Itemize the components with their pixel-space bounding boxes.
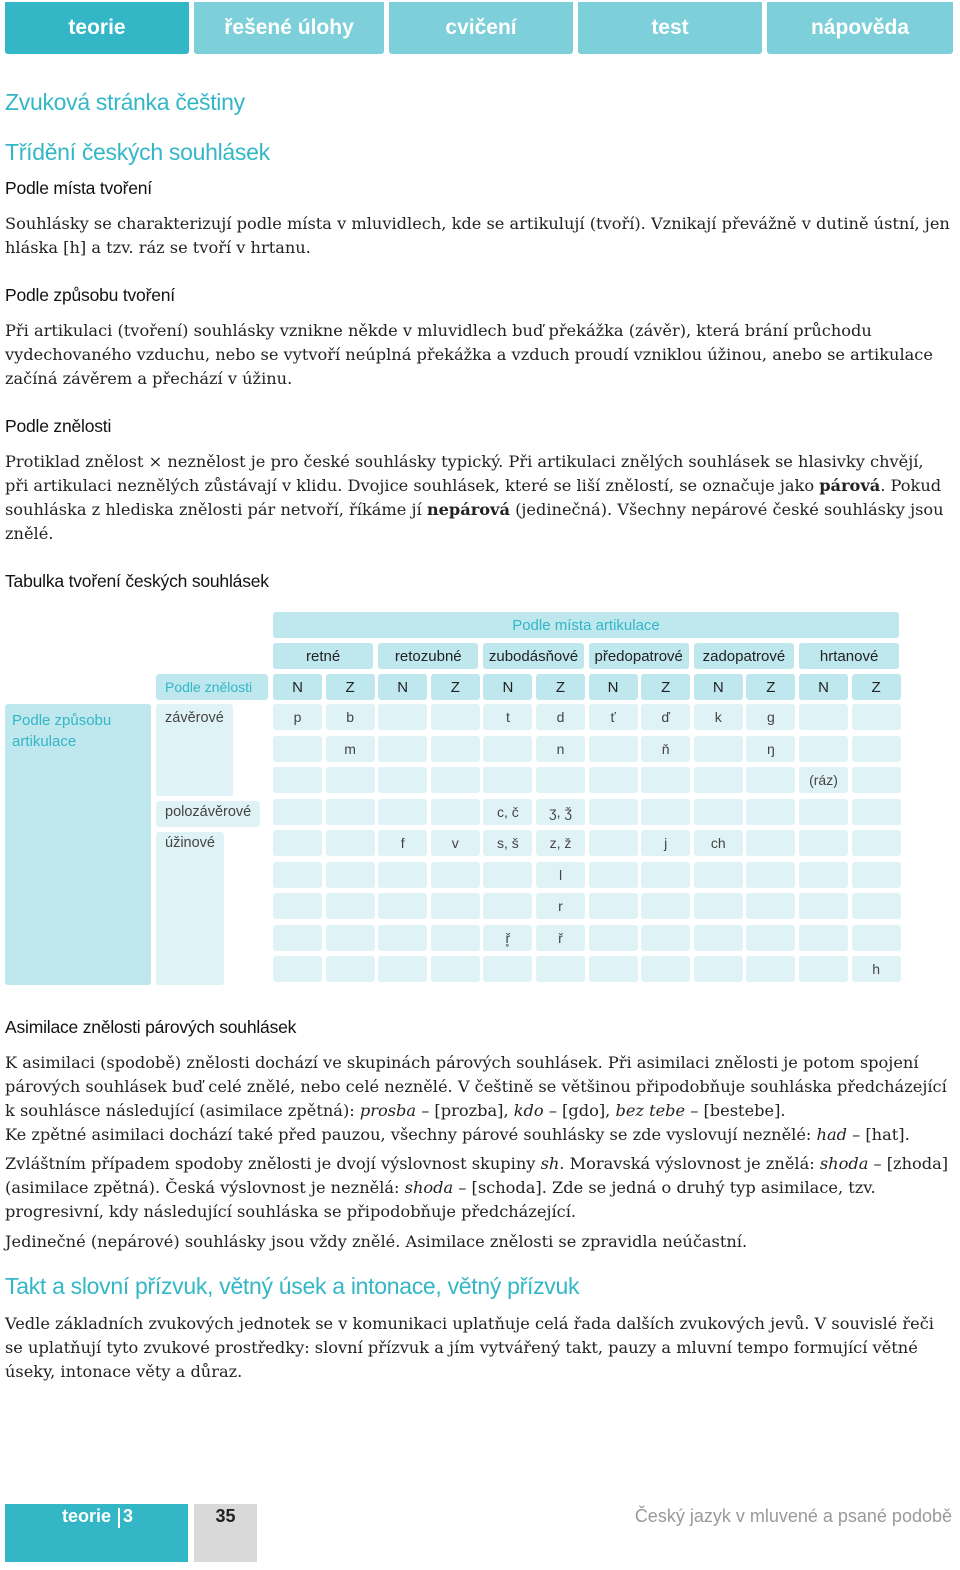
paragraph-asimilace-4: Jedinečné (nepárové) souhlásky jsou vždy znělé. Asimilace znělosti se zpravidla neúčastní. (5, 1232, 748, 1251)
table-cell-r7-c3 (431, 925, 480, 951)
table-cell-r3-c9 (746, 799, 795, 825)
voicing-cell-8: N (694, 674, 743, 700)
footer-separator (118, 1508, 120, 1528)
subheading-tabulka: Tabulka tvoření českých souhlásek (5, 571, 269, 591)
table-cell-r1-c2 (378, 736, 427, 762)
voicing-cell-6: N (589, 674, 638, 700)
table-cell-r2-c8 (694, 767, 743, 793)
table-cell-r6-c6 (589, 893, 638, 919)
place-header-0: retné (273, 643, 373, 669)
table-cell-r1-c1: m (326, 736, 375, 762)
table-cell-r2-c5 (536, 767, 585, 793)
voicing-cell-4: N (483, 674, 532, 700)
table-cell-r8-c9 (746, 956, 795, 982)
subheading-asimilace: Asimilace znělosti párových souhlásek (5, 1017, 297, 1037)
table-cell-r1-c0 (273, 736, 322, 762)
subheading-znelost: Podle znělosti (5, 416, 112, 436)
table-cell-r0-c5: d (536, 704, 585, 730)
table-cell-r4-c9 (746, 830, 795, 856)
table-cell-r8-c10 (799, 956, 848, 982)
table-cell-r8-c11: h (852, 956, 901, 982)
table-cell-r4-c10 (799, 830, 848, 856)
table-cell-r4-c2: f (378, 830, 427, 856)
voicing-cell-10: N (799, 674, 848, 700)
place-header-4: zadopatrové (694, 643, 794, 669)
table-cell-r2-c4 (483, 767, 532, 793)
page-title: Zvuková stránka češtiny (5, 89, 245, 115)
tab-teorie[interactable]: teorie (5, 2, 189, 54)
table-cell-r7-c10 (799, 925, 848, 951)
manner-zaverove: závěrové (156, 704, 233, 796)
tab-resene-ulohy[interactable]: řešené úlohy (194, 2, 384, 54)
table-cell-r5-c9 (746, 862, 795, 888)
table-cell-r3-c2 (378, 799, 427, 825)
table-cell-r8-c4 (483, 956, 532, 982)
voicing-cell-2: N (378, 674, 427, 700)
table-cell-r6-c8 (694, 893, 743, 919)
table-cell-r5-c7 (641, 862, 690, 888)
section-title-trideni: Třídění českých souhlásek (5, 139, 270, 165)
voicing-cell-5: Z (536, 674, 585, 700)
place-header-5: hrtanové (799, 643, 899, 669)
paragraph-asimilace-2: Ke zpětné asimilaci dochází také před pauzou, všechny párové souhlásky se zde vyslovují neznělé: had – [hat]. (5, 1125, 910, 1144)
table-cell-r8-c6 (589, 956, 638, 982)
voicing-cell-9: Z (746, 674, 795, 700)
table-cell-r4-c11 (852, 830, 901, 856)
table-cell-r5-c2 (378, 862, 427, 888)
footer-chapter: 3 (123, 1506, 134, 1526)
table-cell-r1-c7: ň (641, 736, 690, 762)
page-number: 35 (194, 1504, 257, 1562)
table-cell-r4-c6 (589, 830, 638, 856)
table-header-misto: Podle místa artikulace (273, 612, 899, 638)
table-cell-r1-c4 (483, 736, 532, 762)
table-cell-r3-c6 (589, 799, 638, 825)
table-cell-r7-c0 (273, 925, 322, 951)
table-cell-r1-c9: ŋ (746, 736, 795, 762)
table-cell-r2-c1 (326, 767, 375, 793)
table-cell-r1-c6 (589, 736, 638, 762)
paragraph-znelost: Protiklad znělost × neznělost je pro české souhlásky typický. Při artikulaci znělých souhlásek se hlasivky chvějí, při artikulaci neznělých zůstávají v klidu. Dvojice souhlásek, které se liší znělostí, se označuje jako párová. Pokud souhláska z hlediska znělosti pár netvoří, říkáme jí nepárová (jedinečná). Všechny nepárové české souhlásky jsou znělé. (5, 452, 944, 543)
top-nav (0, 0, 960, 56)
table-cell-r3-c0 (273, 799, 322, 825)
table-cell-r4-c8: ch (694, 830, 743, 856)
paragraph-takt: Vedle základních zvukových jednotek se v komunikaci uplatňuje celá řada dalších zvukových jevů. V souvislé řeči se uplatňují tyto zvukové prostředky: slovní přízvuk a jím vytvářený takt, pauzy a mluvní tempo formující větné úseky, intonace věty a důraz. (5, 1314, 934, 1381)
voicing-cell-0: N (273, 674, 322, 700)
table-cell-r7-c7 (641, 925, 690, 951)
table-cell-r5-c1 (326, 862, 375, 888)
tab-test[interactable]: test (578, 2, 762, 54)
table-cell-r3-c5: ʒ, ǯ (536, 799, 585, 825)
table-cell-r3-c8 (694, 799, 743, 825)
table-cell-r0-c9: g (746, 704, 795, 730)
table-cell-r3-c11 (852, 799, 901, 825)
table-cell-r7-c11 (852, 925, 901, 951)
table-cell-r4-c5: z, ž (536, 830, 585, 856)
voicing-cell-3: Z (431, 674, 480, 700)
table-cell-r0-c8: k (694, 704, 743, 730)
table-cell-r2-c6 (589, 767, 638, 793)
table-cell-r6-c1 (326, 893, 375, 919)
section-title-takt: Takt a slovní přízvuk, větný úsek a intonace, větný přízvuk (5, 1273, 580, 1299)
table-cell-r3-c4: c, č (483, 799, 532, 825)
table-cell-r5-c0 (273, 862, 322, 888)
table-cell-r8-c7 (641, 956, 690, 982)
table-cell-r0-c11 (852, 704, 901, 730)
table-cell-r6-c0 (273, 893, 322, 919)
book-title: Český jazyk v mluvené a psané podobě (634, 1506, 952, 1526)
voicing-cell-11: Z (852, 674, 901, 700)
tab-napoveda[interactable]: nápověda (767, 2, 953, 54)
table-cell-r3-c1 (326, 799, 375, 825)
table-cell-r6-c11 (852, 893, 901, 919)
table-cell-r3-c10 (799, 799, 848, 825)
table-cell-r6-c5: r (536, 893, 585, 919)
side-label-zpusob: Podle způsobu artikulace (5, 704, 151, 985)
table-cell-r1-c11 (852, 736, 901, 762)
table-cell-r6-c4 (483, 893, 532, 919)
table-cell-r1-c10 (799, 736, 848, 762)
table-cell-r0-c7: ď (641, 704, 690, 730)
table-cell-r2-c2 (378, 767, 427, 793)
table-cell-r5-c6 (589, 862, 638, 888)
table-cell-r1-c5: n (536, 736, 585, 762)
table-cell-r3-c7 (641, 799, 690, 825)
table-cell-r8-c5 (536, 956, 585, 982)
table-cell-r2-c3 (431, 767, 480, 793)
tab-cviceni[interactable]: cvičení (389, 2, 573, 54)
table-cell-r5-c4 (483, 862, 532, 888)
table-cell-r0-c10 (799, 704, 848, 730)
table-cell-r6-c3 (431, 893, 480, 919)
table-cell-r0-c1: b (326, 704, 375, 730)
table-cell-r0-c2 (378, 704, 427, 730)
table-cell-r2-c7 (641, 767, 690, 793)
footer-section-label: teorie (62, 1506, 112, 1526)
manner-uzinove: úžinové (156, 832, 224, 985)
table-cell-r2-c10: (ráz) (799, 767, 848, 793)
place-header-2: zubodásňové (483, 643, 583, 669)
voicing-header: Podle znělosti (156, 674, 268, 700)
table-cell-r2-c9 (746, 767, 795, 793)
table-cell-r4-c3: v (431, 830, 480, 856)
table-cell-r5-c3 (431, 862, 480, 888)
table-cell-r7-c2 (378, 925, 427, 951)
table-cell-r4-c0 (273, 830, 322, 856)
table-cell-r6-c9 (746, 893, 795, 919)
paragraph-zpusob: Při artikulaci (tvoření) souhlásky vznikne někde v mluvidlech buď překážka (závěr), která brání průchodu vydechovaného vzduchu, nebo se vytvoří neúplná překážka a vzduch proudí vzniklou úžinou, anebo se artikulace začíná závěrem a přechází v úžinu. (5, 321, 933, 388)
table-cell-r3-c3 (431, 799, 480, 825)
paragraph-misto: Souhlásky se charakterizují podle místa v mluvidlech, kde se artikulují (tvoří). Vznikají převážně v dutině ústní, jen hláska [h] a tzv. ráz se tvoří v hrtanu. (5, 214, 950, 257)
table-cell-r0-c6: ť (589, 704, 638, 730)
table-cell-r7-c1 (326, 925, 375, 951)
table-cell-r2-c0 (273, 767, 322, 793)
table-cell-r6-c7 (641, 893, 690, 919)
table-cell-r6-c10 (799, 893, 848, 919)
paragraph-asimilace-3: Zvláštním případem spodoby znělosti je dvojí výslovnost skupiny sh. Moravská výslovnost je znělá: shoda – [zhoda] (asimilace zpětná). Česká výslovnost je neznělá: shoda – [schoda]. Zde se jedná o druhý typ asimilace, tzv. progresivní, kdy následující souhláska se připodobňuje předcházející. (5, 1154, 949, 1221)
subheading-zpusob: Podle způsobu tvoření (5, 285, 175, 305)
place-header-3: předopatrové (589, 643, 689, 669)
subheading-misto: Podle místa tvoření (5, 178, 152, 198)
manner-polozaverove: polozávěrové (156, 801, 260, 827)
table-cell-r8-c0 (273, 956, 322, 982)
table-cell-r7-c5: ř (536, 925, 585, 951)
footer-section (5, 1504, 188, 1562)
table-cell-r8-c3 (431, 956, 480, 982)
voicing-cell-7: Z (641, 674, 690, 700)
table-cell-r7-c4: ř̥ (483, 925, 532, 951)
table-cell-r0-c3 (431, 704, 480, 730)
table-cell-r4-c4: s, š (483, 830, 532, 856)
paragraph-asimilace-1: K asimilaci (spodobě) znělosti dochází ve skupinách párových souhlásek. Při asimilaci znělosti je potom spojení párových souhlásek buď celé znělé, nebo celé neznělé. V češtině se většinou připodobňuje souhláska předcházející k souhlásce následující (asimilace zpětná): prosba – [prozba], kdo – [gdo], bez tebe – [bestebe]. (5, 1053, 947, 1120)
place-header-1: retozubné (378, 643, 478, 669)
table-cell-r8-c8 (694, 956, 743, 982)
table-cell-r2-c11 (852, 767, 901, 793)
table-cell-r1-c3 (431, 736, 480, 762)
table-cell-r6-c2 (378, 893, 427, 919)
table-cell-r7-c9 (746, 925, 795, 951)
voicing-cell-1: Z (326, 674, 375, 700)
table-cell-r5-c8 (694, 862, 743, 888)
table-cell-r7-c6 (589, 925, 638, 951)
table-cell-r4-c7: j (641, 830, 690, 856)
table-cell-r0-c4: t (483, 704, 532, 730)
table-cell-r8-c1 (326, 956, 375, 982)
table-cell-r0-c0: p (273, 704, 322, 730)
table-cell-r7-c8 (694, 925, 743, 951)
table-cell-r4-c1 (326, 830, 375, 856)
table-cell-r5-c10 (799, 862, 848, 888)
table-cell-r1-c8 (694, 736, 743, 762)
table-cell-r8-c2 (378, 956, 427, 982)
table-cell-r5-c11 (852, 862, 901, 888)
table-cell-r5-c5: l (536, 862, 585, 888)
